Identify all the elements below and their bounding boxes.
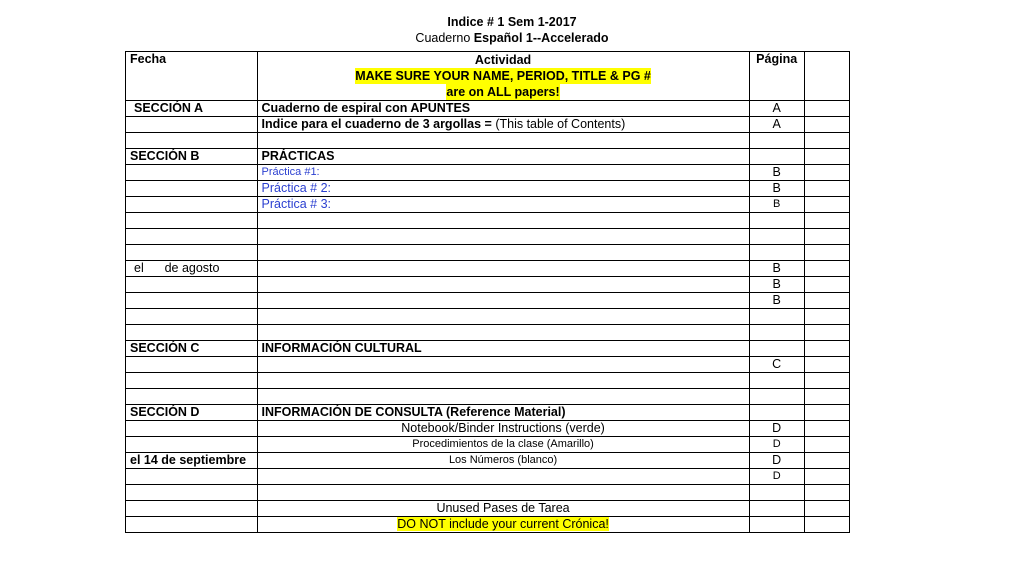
table-cell <box>749 501 804 517</box>
table-cell <box>804 341 849 357</box>
actividad-cell: Práctica #1: <box>257 165 749 181</box>
pagina-cell: D <box>749 421 804 437</box>
cronica-warning: DO NOT include your current Crónica! <box>397 517 609 531</box>
table-cell <box>257 293 749 309</box>
table-row <box>126 485 850 501</box>
table-cell <box>126 325 258 341</box>
table-cell <box>749 245 804 261</box>
table-row <box>126 421 850 437</box>
table-cell <box>749 389 804 405</box>
name-reminder-line1: MAKE SURE YOUR NAME, PERIOD, TITLE & PG # <box>355 69 651 83</box>
table-cell <box>804 517 849 533</box>
table-cell <box>804 261 849 277</box>
table-row <box>126 197 850 213</box>
actividad-cell: Indice para el cuaderno de 3 argollas = (This table of Contents) <box>257 117 749 133</box>
table-cell <box>126 277 258 293</box>
table-cell <box>126 389 258 405</box>
table-row <box>126 181 850 197</box>
table-cell <box>804 325 849 341</box>
pagina-cell: B <box>749 165 804 181</box>
table-cell <box>804 245 849 261</box>
pagina-cell: A <box>749 117 804 133</box>
table-cell <box>126 133 258 149</box>
table-row <box>126 405 850 421</box>
table-row <box>126 229 850 245</box>
actividad-cell: Notebook/Binder Instructions (verde) <box>257 421 749 437</box>
actividad-cell: Unused Pases de Tarea <box>257 501 749 517</box>
table-cell <box>749 133 804 149</box>
pagina-cell: B <box>749 261 804 277</box>
table-cell <box>126 469 258 485</box>
table-cell <box>749 485 804 501</box>
table-cell <box>126 245 258 261</box>
actividad-cell <box>257 517 749 533</box>
table-cell <box>257 469 749 485</box>
table-row <box>126 469 850 485</box>
fecha-cell: SECCIÓN D <box>126 405 258 421</box>
fecha-cell: SECCIÓN B <box>126 149 258 165</box>
table-cell <box>257 245 749 261</box>
fecha-cell: el de agosto <box>126 261 258 277</box>
fecha-cell: el 14 de septiembre <box>126 453 258 469</box>
table-row <box>126 165 850 181</box>
table-cell <box>804 421 849 437</box>
table-row <box>126 213 850 229</box>
table-cell <box>749 213 804 229</box>
name-reminder-line2: are on ALL papers! <box>446 85 560 99</box>
table-row <box>126 501 850 517</box>
table-cell <box>749 309 804 325</box>
table-cell <box>804 293 849 309</box>
table-cell <box>804 469 849 485</box>
table-cell <box>749 517 804 533</box>
table-cell <box>257 485 749 501</box>
table-cell <box>257 325 749 341</box>
table-cell <box>804 229 849 245</box>
table-cell <box>126 181 258 197</box>
table-cell <box>804 181 849 197</box>
pagina-cell: D <box>749 469 804 485</box>
table-cell <box>749 405 804 421</box>
fecha-header: Fecha <box>126 52 258 101</box>
table-row <box>126 133 850 149</box>
table-row <box>126 373 850 389</box>
table-cell <box>804 149 849 165</box>
table-cell <box>126 213 258 229</box>
header-row <box>126 52 850 101</box>
table-cell <box>804 501 849 517</box>
table-cell <box>126 421 258 437</box>
table-cell <box>257 277 749 293</box>
table-cell <box>126 309 258 325</box>
table-row <box>126 293 850 309</box>
table-row <box>126 261 850 277</box>
table-row <box>126 101 850 117</box>
document-subtitle: Cuaderno Español 1--Accelerado <box>415 31 609 45</box>
table-cell <box>749 229 804 245</box>
table-row <box>126 117 850 133</box>
table-cell <box>257 133 749 149</box>
table-cell <box>257 261 749 277</box>
document-title: Indice # 1 Sem 1-2017 <box>447 15 577 29</box>
table-cell <box>257 357 749 373</box>
table-row <box>126 325 850 341</box>
table-row <box>126 149 850 165</box>
pagina-cell: B <box>749 181 804 197</box>
actividad-cell: Cuaderno de espiral con APUNTES <box>257 101 749 117</box>
table-cell <box>804 357 849 373</box>
pagina-header: Página <box>749 52 804 101</box>
actividad-header: Actividad MAKE SURE YOUR NAME, PERIOD, TITLE & PG # are on ALL papers! <box>257 52 749 101</box>
table-cell <box>804 213 849 229</box>
pagina-cell: B <box>749 293 804 309</box>
table-cell <box>126 357 258 373</box>
pagina-cell: D <box>749 453 804 469</box>
table-row <box>126 277 850 293</box>
table-cell <box>126 165 258 181</box>
extra-cell <box>804 117 849 133</box>
table-row <box>126 309 850 325</box>
table-cell <box>804 373 849 389</box>
pagina-cell: B <box>749 197 804 213</box>
table-row <box>126 341 850 357</box>
actividad-cell: Práctica # 3: <box>257 197 749 213</box>
fecha-cell <box>126 117 258 133</box>
actividad-cell: PRÁCTICAS <box>257 149 749 165</box>
table-cell <box>804 133 849 149</box>
table-cell <box>126 517 258 533</box>
table-row <box>126 453 850 469</box>
extra-cell <box>804 101 849 117</box>
table-cell <box>257 389 749 405</box>
table-row <box>126 517 850 533</box>
table-row <box>126 357 850 373</box>
actividad-cell: INFORMACIÓN CULTURAL <box>257 341 749 357</box>
table-row <box>126 437 850 453</box>
table-cell <box>804 405 849 421</box>
table-cell <box>126 437 258 453</box>
actividad-cell: Los Números (blanco) <box>257 453 749 469</box>
table-cell <box>804 309 849 325</box>
pagina-cell: B <box>749 277 804 293</box>
table-row <box>126 389 850 405</box>
table-cell <box>126 293 258 309</box>
table-cell <box>749 149 804 165</box>
actividad-cell: Práctica # 2: <box>257 181 749 197</box>
pagina-cell: C <box>749 357 804 373</box>
table-cell <box>804 437 849 453</box>
table-cell <box>126 229 258 245</box>
table-cell <box>257 213 749 229</box>
table-cell <box>126 485 258 501</box>
table-cell <box>257 373 749 389</box>
pagina-cell: A <box>749 101 804 117</box>
table-cell <box>126 501 258 517</box>
table-cell <box>257 229 749 245</box>
actividad-cell: INFORMACIÓN DE CONSULTA (Reference Material) <box>257 405 749 421</box>
table-cell <box>804 165 849 181</box>
pagina-cell: D <box>749 437 804 453</box>
index-table <box>125 51 850 533</box>
table-cell <box>804 197 849 213</box>
fecha-cell: SECCIÓN A <box>126 101 258 117</box>
fecha-cell: SECCIÓN C <box>126 341 258 357</box>
actividad-cell: Procedimientos de la clase (Amarillo) <box>257 437 749 453</box>
table-cell <box>804 485 849 501</box>
table-cell <box>804 389 849 405</box>
table-row <box>126 245 850 261</box>
table-cell <box>749 325 804 341</box>
table-cell <box>749 341 804 357</box>
table-cell <box>126 373 258 389</box>
table-cell <box>804 277 849 293</box>
table-cell <box>804 453 849 469</box>
table-cell <box>257 309 749 325</box>
table-cell <box>749 373 804 389</box>
extra-header <box>804 52 849 101</box>
table-cell <box>126 197 258 213</box>
